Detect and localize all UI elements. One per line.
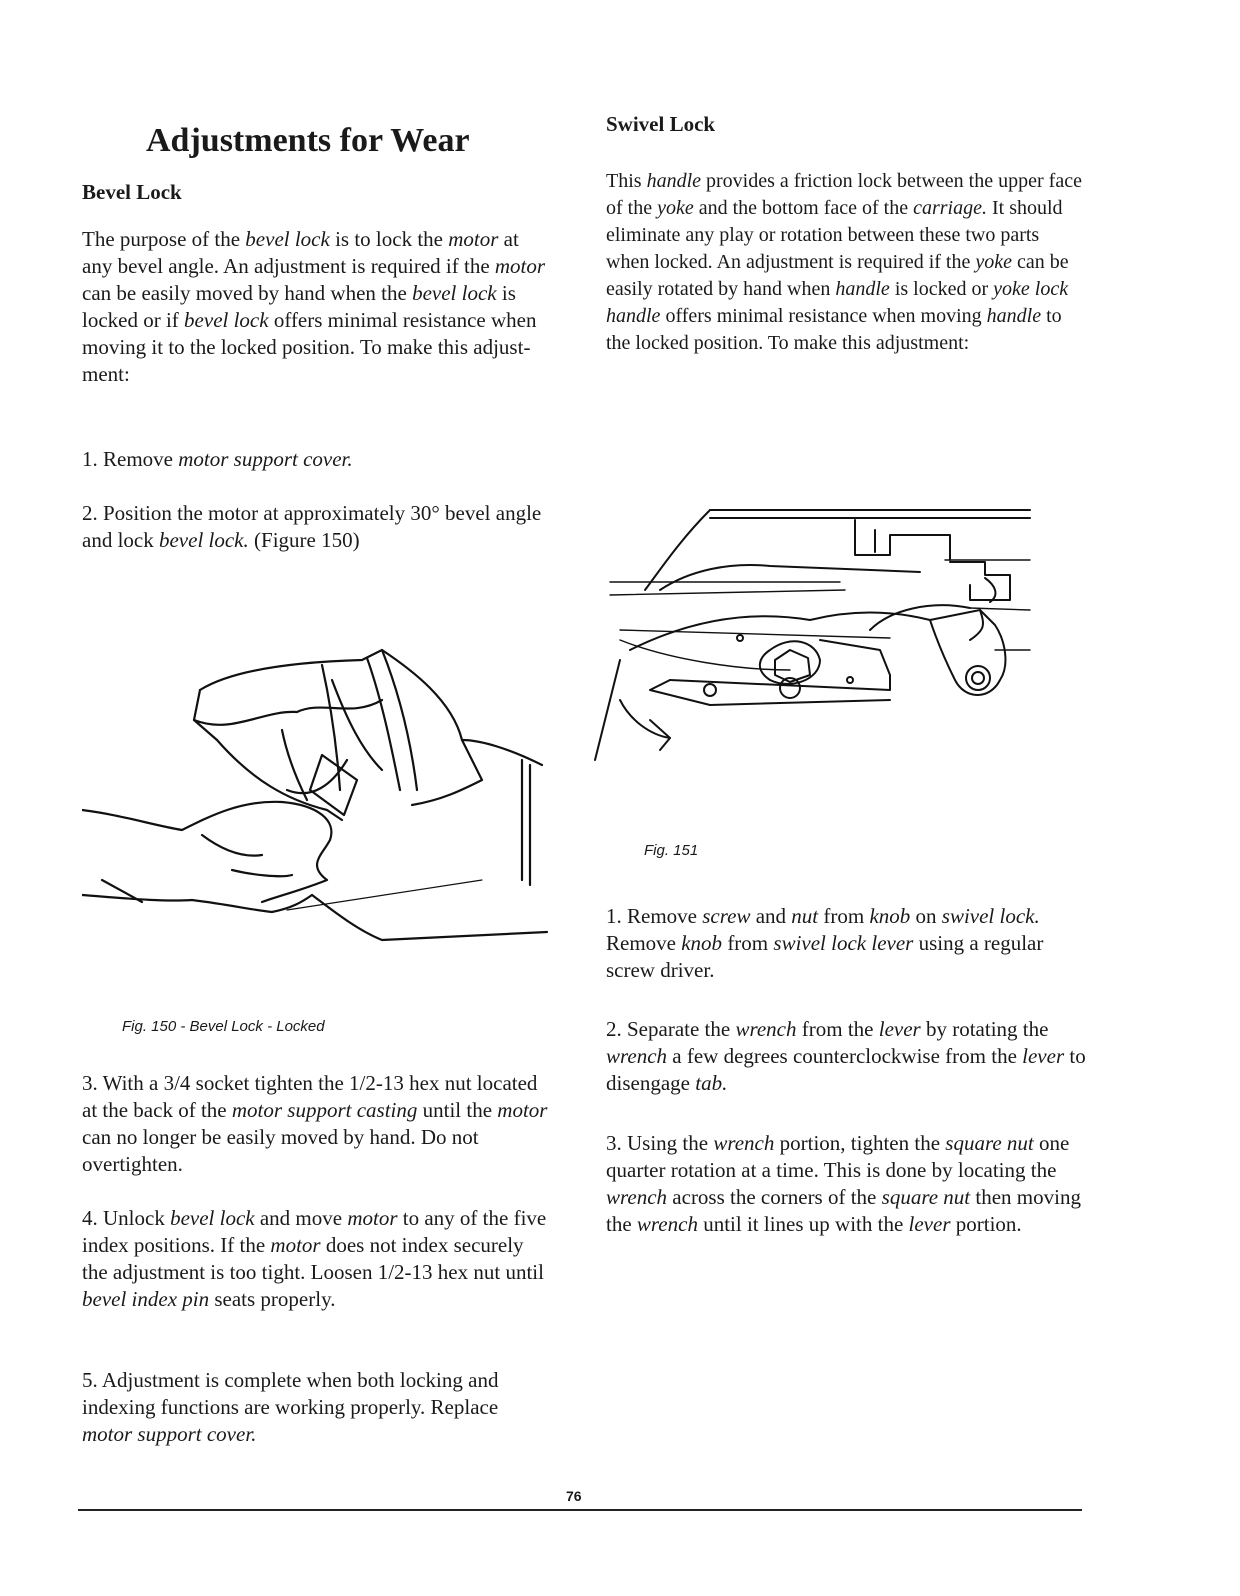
italic-term: wrench [735, 1017, 797, 1041]
italic-term: handle [986, 305, 1042, 327]
italic-term: lever [1022, 1044, 1065, 1068]
bevel-step-4: 4. Unlock bevel lock and move motor to any of the five index positions. If the motor does not index securely the adjustment is too tight. Loosen 1/2-13 hex nut until bevel index pin seats properly. [82, 1206, 547, 1311]
italic-term: wrench [606, 1044, 668, 1068]
bevel-lock-intro: The purpose of the bevel lock is to lock the motor at any bevel angle. An adjustment is required if the motor can be easily moved by hand when the bevel lock is locked or if bevel lock offers minimal resistance when moving it to the locked position. To make this adjust-ment: [82, 227, 546, 386]
figure-151-caption: Fig. 151 [644, 842, 699, 859]
italic-term: lever [878, 1017, 921, 1041]
left-column [82, 118, 552, 552]
italic-term: motor support cover. [178, 447, 353, 471]
bevel-step-1: 1. Remove motor support cover. [82, 447, 353, 471]
swivel-step-2: 2. Separate the wrench from the lever by rotating the wrench a few degrees counterclockwise from the lever to disengage tab. [606, 1017, 1086, 1095]
italic-term: motor [270, 1233, 321, 1257]
italic-term: handle [835, 278, 890, 300]
bevel-lock-heading: Bevel Lock [82, 180, 182, 204]
swivel-lock-heading: Swivel Lock [606, 112, 716, 136]
swivel-step-3: 3. Using the wrench portion, tighten the square nut one quarter rotation at a time. This is done by locating the wrench across the corners of the square nut then moving the wrench until it lines up with the lever portion. [606, 1131, 1081, 1236]
bevel-step-5: 5. Adjustment is complete when both locking and indexing functions are working properly. Replace motor support cover. [82, 1368, 499, 1446]
italic-term: motor support cover. [82, 1422, 257, 1446]
italic-term: bevel lock. [158, 528, 249, 552]
figure-150-caption: Fig. 150 - Bevel Lock - Locked [122, 1018, 325, 1035]
italic-term: wrench [636, 1212, 698, 1236]
swivel-step-1: 1. Remove screw and nut from knob on swivel lock. Remove knob from swivel lock lever using a regular screw driver. [606, 904, 1044, 982]
italic-term: lever [908, 1212, 951, 1236]
italic-term: motor support casting [231, 1098, 418, 1122]
page-title: Adjustments for Wear [146, 122, 470, 159]
swivel-lock-intro: This handle provides a friction lock between the upper face of the yoke and the bottom face of the carriage. It should eliminate any play or rotation between these two parts when locked. An adjustment is required if the yoke can be easily rotated by hand when handle is locked or yoke lock handle offers minimal resistance when moving handle to the locked position. To make this adjustment: [606, 170, 1082, 354]
bevel-step-2: 2. Position the motor at approximately 30° bevel angle and lock bevel lock. (Figure 150) [82, 501, 542, 552]
italic-term: bevel lock [170, 1206, 255, 1230]
italic-term: handle [646, 170, 701, 192]
italic-term: motor [347, 1206, 398, 1230]
italic-term: swivel lock. [941, 904, 1040, 928]
italic-term: bevel index pin [82, 1287, 210, 1311]
italic-term: motor [497, 1098, 548, 1122]
italic-term: carriage. [913, 197, 987, 219]
italic-term: swivel lock lever [773, 931, 914, 955]
italic-term: knob [869, 904, 911, 928]
italic-term: yoke lock handle [606, 278, 1069, 327]
italic-term: wrench [713, 1131, 775, 1155]
italic-term: yoke [975, 251, 1012, 273]
italic-term: bevel lock [184, 308, 269, 332]
italic-term: nut [791, 904, 819, 928]
italic-term: motor [494, 254, 546, 278]
italic-term: bevel lock [245, 227, 330, 251]
italic-term: motor [448, 227, 499, 251]
footer-rule [78, 1509, 1082, 1511]
italic-term: tab. [695, 1071, 728, 1095]
italic-term: wrench [606, 1185, 668, 1209]
bevel-step-3: 3. With a 3/4 socket tighten the 1/2-13 hex nut located at the back of the motor support casting until the motor can no longer be easily moved by hand. Do not overtighten. [82, 1071, 548, 1176]
italic-term: knob [681, 931, 723, 955]
italic-term: yoke [657, 197, 694, 219]
figure-151-illustration [590, 500, 1070, 780]
italic-term: square nut [881, 1185, 971, 1209]
italic-term: bevel lock [412, 281, 497, 305]
italic-term: screw [702, 904, 751, 928]
italic-term: square nut [945, 1131, 1034, 1155]
page-number: 76 [566, 1488, 582, 1504]
figure-150-illustration [82, 640, 552, 960]
